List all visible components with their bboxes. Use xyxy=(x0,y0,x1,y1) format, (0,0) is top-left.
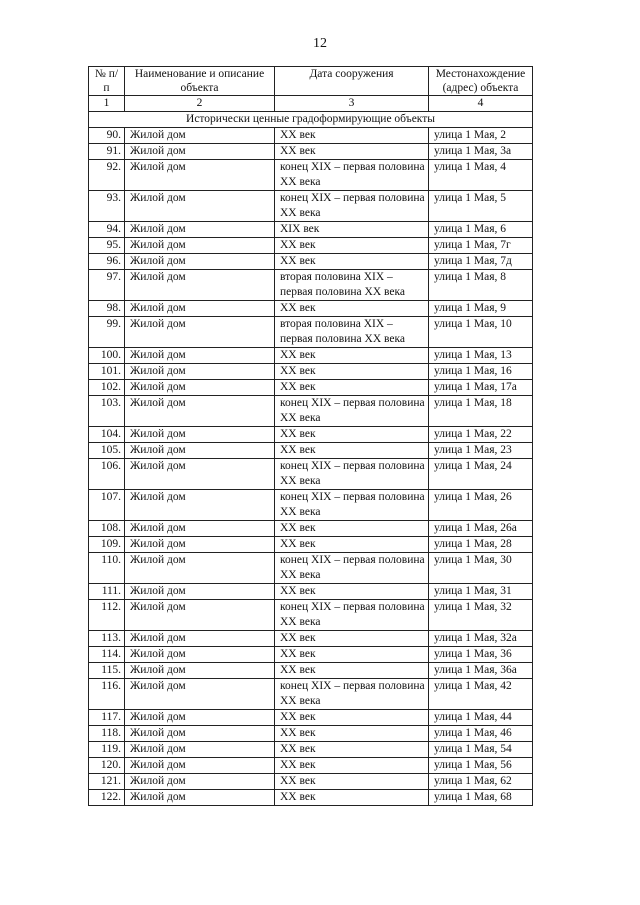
header-name: Наименование и описание объекта xyxy=(125,67,275,96)
construction-date: XX век xyxy=(275,584,429,600)
row-number: 100. xyxy=(89,348,125,364)
table-row xyxy=(89,128,533,144)
object-name: Жилой дом xyxy=(125,301,275,317)
object-name: Жилой дом xyxy=(125,459,275,490)
object-address: улица 1 Мая, 54 xyxy=(429,742,533,758)
object-name: Жилой дом xyxy=(125,254,275,270)
table-row xyxy=(89,584,533,600)
header-number: № п/п xyxy=(89,67,125,96)
object-address: улица 1 Мая, 32а xyxy=(429,631,533,647)
object-name: Жилой дом xyxy=(125,521,275,537)
row-number: 93. xyxy=(89,191,125,222)
object-name: Жилой дом xyxy=(125,443,275,459)
row-number: 118. xyxy=(89,726,125,742)
object-name: Жилой дом xyxy=(125,270,275,301)
table-row xyxy=(89,396,533,427)
object-address: улица 1 Мая, 5 xyxy=(429,191,533,222)
table-row xyxy=(89,742,533,758)
row-number: 117. xyxy=(89,710,125,726)
object-address: улица 1 Мая, 44 xyxy=(429,710,533,726)
table-row xyxy=(89,758,533,774)
object-address: улица 1 Мая, 9 xyxy=(429,301,533,317)
object-address: улица 1 Мая, 4 xyxy=(429,160,533,191)
object-name: Жилой дом xyxy=(125,710,275,726)
row-number: 97. xyxy=(89,270,125,301)
construction-date: XX век xyxy=(275,710,429,726)
construction-date: XX век xyxy=(275,774,429,790)
section-row xyxy=(89,112,533,128)
object-name: Жилой дом xyxy=(125,790,275,806)
construction-date: вторая половина XIX – первая половина XX века xyxy=(275,317,429,348)
column-index: 3 xyxy=(275,96,429,112)
object-address: улица 1 Мая, 46 xyxy=(429,726,533,742)
row-number: 109. xyxy=(89,537,125,553)
row-number: 101. xyxy=(89,364,125,380)
row-number: 112. xyxy=(89,600,125,631)
construction-date: XX век xyxy=(275,301,429,317)
table-row xyxy=(89,160,533,191)
construction-date: конец XIX – первая половина XX века xyxy=(275,490,429,521)
construction-date: XX век xyxy=(275,364,429,380)
table-row xyxy=(89,726,533,742)
construction-date: конец XIX – первая половина XX века xyxy=(275,191,429,222)
object-name: Жилой дом xyxy=(125,490,275,521)
row-number: 106. xyxy=(89,459,125,490)
object-name: Жилой дом xyxy=(125,726,275,742)
table-row xyxy=(89,144,533,160)
construction-date: конец XIX – первая половина XX века xyxy=(275,160,429,191)
table-row xyxy=(89,631,533,647)
object-address: улица 1 Мая, 22 xyxy=(429,427,533,443)
object-name: Жилой дом xyxy=(125,222,275,238)
row-number: 121. xyxy=(89,774,125,790)
object-name: Жилой дом xyxy=(125,317,275,348)
object-name: Жилой дом xyxy=(125,742,275,758)
table-row xyxy=(89,774,533,790)
construction-date: XX век xyxy=(275,521,429,537)
object-name: Жилой дом xyxy=(125,144,275,160)
construction-date: конец XIX – первая половина XX века xyxy=(275,553,429,584)
construction-date: XX век xyxy=(275,647,429,663)
table-row xyxy=(89,459,533,490)
row-number: 98. xyxy=(89,301,125,317)
page-number: 12 xyxy=(313,36,327,51)
construction-date: XX век xyxy=(275,238,429,254)
table-row xyxy=(89,301,533,317)
row-number: 122. xyxy=(89,790,125,806)
object-address: улица 1 Мая, 24 xyxy=(429,459,533,490)
column-index: 4 xyxy=(429,96,533,112)
row-number: 120. xyxy=(89,758,125,774)
row-number: 111. xyxy=(89,584,125,600)
column-index: 1 xyxy=(89,96,125,112)
object-address: улица 1 Мая, 32 xyxy=(429,600,533,631)
construction-date: XX век xyxy=(275,790,429,806)
row-number: 102. xyxy=(89,380,125,396)
construction-date: конец XIX – первая половина XX века xyxy=(275,459,429,490)
table-row xyxy=(89,790,533,806)
object-name: Жилой дом xyxy=(125,128,275,144)
object-address: улица 1 Мая, 23 xyxy=(429,443,533,459)
row-number: 107. xyxy=(89,490,125,521)
object-name: Жилой дом xyxy=(125,647,275,663)
object-name: Жилой дом xyxy=(125,380,275,396)
construction-date: XX век xyxy=(275,254,429,270)
object-address: улица 1 Мая, 17а xyxy=(429,380,533,396)
object-address: улица 1 Мая, 30 xyxy=(429,553,533,584)
construction-date: XX век xyxy=(275,663,429,679)
object-address: улица 1 Мая, 6 xyxy=(429,222,533,238)
header-date: Дата сооружения xyxy=(275,67,429,96)
row-number: 119. xyxy=(89,742,125,758)
construction-date: XX век xyxy=(275,537,429,553)
table-row xyxy=(89,427,533,443)
table-row xyxy=(89,364,533,380)
object-address: улица 1 Мая, 3а xyxy=(429,144,533,160)
object-address: улица 1 Мая, 36 xyxy=(429,647,533,663)
object-address: улица 1 Мая, 13 xyxy=(429,348,533,364)
row-number: 103. xyxy=(89,396,125,427)
objects-table xyxy=(88,66,533,806)
column-index-row xyxy=(89,96,533,112)
table-row xyxy=(89,317,533,348)
object-name: Жилой дом xyxy=(125,758,275,774)
table-row xyxy=(89,490,533,521)
object-name: Жилой дом xyxy=(125,553,275,584)
row-number: 90. xyxy=(89,128,125,144)
row-number: 95. xyxy=(89,238,125,254)
row-number: 108. xyxy=(89,521,125,537)
table-row xyxy=(89,270,533,301)
object-address: улица 1 Мая, 7г xyxy=(429,238,533,254)
object-name: Жилой дом xyxy=(125,238,275,254)
row-number: 92. xyxy=(89,160,125,191)
construction-date: XX век xyxy=(275,128,429,144)
table-row xyxy=(89,710,533,726)
table-row xyxy=(89,348,533,364)
row-number: 113. xyxy=(89,631,125,647)
construction-date: XX век xyxy=(275,427,429,443)
construction-date: конец XIX – первая половина XX века xyxy=(275,679,429,710)
object-name: Жилой дом xyxy=(125,584,275,600)
table-row xyxy=(89,647,533,663)
object-name: Жилой дом xyxy=(125,160,275,191)
object-address: улица 1 Мая, 26 xyxy=(429,490,533,521)
object-address: улица 1 Мая, 68 xyxy=(429,790,533,806)
construction-date: XX век xyxy=(275,380,429,396)
object-name: Жилой дом xyxy=(125,427,275,443)
construction-date: XX век xyxy=(275,758,429,774)
row-number: 115. xyxy=(89,663,125,679)
object-name: Жилой дом xyxy=(125,631,275,647)
table-row xyxy=(89,679,533,710)
construction-date: XX век xyxy=(275,348,429,364)
column-index: 2 xyxy=(125,96,275,112)
table-row xyxy=(89,537,533,553)
construction-date: конец XIX – первая половина XX века xyxy=(275,396,429,427)
object-name: Жилой дом xyxy=(125,191,275,222)
table-row xyxy=(89,380,533,396)
construction-date: конец XIX – первая половина XX века xyxy=(275,600,429,631)
table-row xyxy=(89,238,533,254)
construction-date: XX век xyxy=(275,742,429,758)
construction-date: XIX век xyxy=(275,222,429,238)
object-address: улица 1 Мая, 18 xyxy=(429,396,533,427)
row-number: 105. xyxy=(89,443,125,459)
table-row xyxy=(89,443,533,459)
row-number: 116. xyxy=(89,679,125,710)
construction-date: XX век xyxy=(275,443,429,459)
construction-date: XX век xyxy=(275,144,429,160)
object-name: Жилой дом xyxy=(125,774,275,790)
object-address: улица 1 Мая, 56 xyxy=(429,758,533,774)
object-name: Жилой дом xyxy=(125,396,275,427)
row-number: 96. xyxy=(89,254,125,270)
object-address: улица 1 Мая, 2 xyxy=(429,128,533,144)
row-number: 94. xyxy=(89,222,125,238)
object-name: Жилой дом xyxy=(125,348,275,364)
object-name: Жилой дом xyxy=(125,663,275,679)
table-row xyxy=(89,254,533,270)
object-name: Жилой дом xyxy=(125,364,275,380)
section-title: Исторически ценные градоформирующие объекты xyxy=(89,112,533,128)
object-address: улица 1 Мая, 36а xyxy=(429,663,533,679)
table-header-row xyxy=(89,67,533,96)
row-number: 110. xyxy=(89,553,125,584)
row-number: 114. xyxy=(89,647,125,663)
table-row xyxy=(89,553,533,584)
object-address: улица 1 Мая, 16 xyxy=(429,364,533,380)
construction-date: XX век xyxy=(275,631,429,647)
object-address: улица 1 Мая, 8 xyxy=(429,270,533,301)
table-body xyxy=(89,128,533,806)
object-address: улица 1 Мая, 10 xyxy=(429,317,533,348)
object-address: улица 1 Мая, 26а xyxy=(429,521,533,537)
construction-date: XX век xyxy=(275,726,429,742)
table-row xyxy=(89,191,533,222)
header-address: Местонахождение (адрес) объекта xyxy=(429,67,533,96)
object-name: Жилой дом xyxy=(125,600,275,631)
table-row xyxy=(89,521,533,537)
object-address: улица 1 Мая, 42 xyxy=(429,679,533,710)
table-row xyxy=(89,600,533,631)
object-name: Жилой дом xyxy=(125,679,275,710)
object-address: улица 1 Мая, 7д xyxy=(429,254,533,270)
object-address: улица 1 Мая, 31 xyxy=(429,584,533,600)
object-address: улица 1 Мая, 28 xyxy=(429,537,533,553)
row-number: 91. xyxy=(89,144,125,160)
table-row xyxy=(89,222,533,238)
object-address: улица 1 Мая, 62 xyxy=(429,774,533,790)
row-number: 99. xyxy=(89,317,125,348)
table-row xyxy=(89,663,533,679)
construction-date: вторая половина XIX – первая половина XX века xyxy=(275,270,429,301)
row-number: 104. xyxy=(89,427,125,443)
object-name: Жилой дом xyxy=(125,537,275,553)
